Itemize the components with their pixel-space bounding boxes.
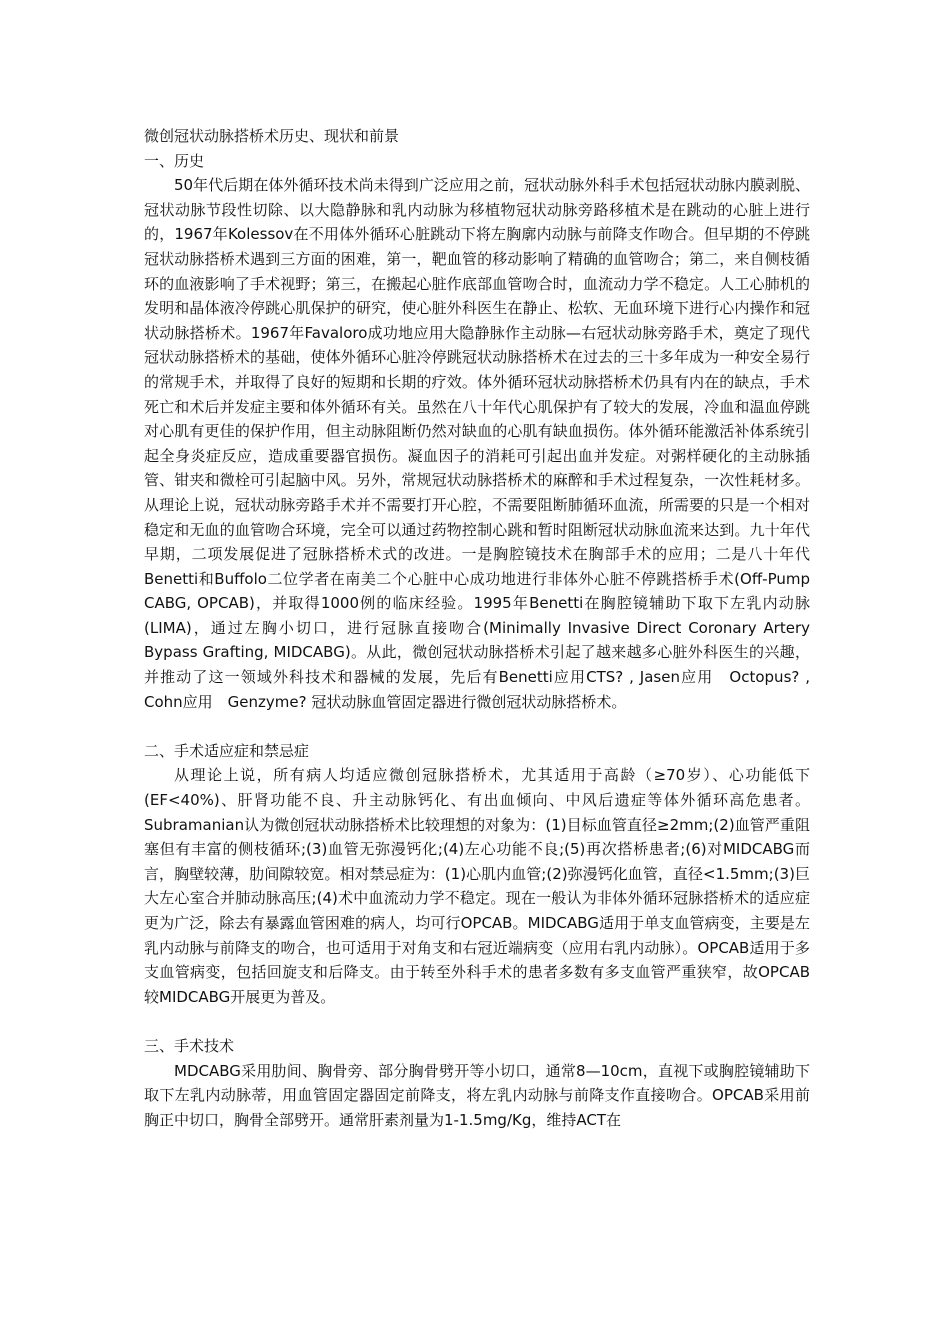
document-page — [144, 124, 810, 1132]
section-heading-technique: 三、手术技术 — [144, 1036, 235, 1055]
section-heading-indications: 二、手术适应症和禁忌症 — [144, 741, 310, 760]
document-title: 微创冠状动脉搭桥术历史、现状和前景 — [144, 127, 400, 145]
section-heading-history: 一、历史 — [144, 151, 205, 170]
section-spacer — [144, 714, 810, 739]
section-paragraph-technique: MDCABG采用肋间、胸骨旁、部分胸骨劈开等小切口，通常8—10cm，直视下或胸腔镜辅助下取下左乳内动脉蒂，用血管固定器固定前降支，将左乳内动脉与前降支作直接吻合。OPCAB采用前胸正中切口，胸骨全部劈开。通常肝素剂量为1-1.5mg/Kg，维持ACT在 — [144, 1061, 810, 1129]
section-paragraph-history: 50年代后期在体外循环技术尚未得到广泛应用之前，冠状动脉外科手术包括冠状动脉内膜剥脱、冠状动脉节段性切除、以大隐静脉和乳内动脉为移植物冠状动脉旁路移植术是在跳动的心脏上进行的，1967年Kolessov在不用体外循环心脏跳动下将左胸廓内动脉与前降支作吻合。但早期的不停跳冠状动脉搭桥术遇到三方面的困难，第一，靶血管的移动影响了精确的血管吻合；第二，来自侧枝循环的血液影响了手术视野；第三，在搬起心脏作底部血管吻合时，血流动力学不稳定。人工心肺机的发明和晶体液冷停跳心肌保护的研究，使心脏外科医生在静止、松软、无血环境下进行心内操作和冠状动脉搭桥术。1967年Favaloro成功地应用大隐静脉作主动脉—右冠状动脉旁路手术，奠定了现代冠状动脉搭桥术的基础，使体外循环心脏冷停跳冠状动脉搭桥术在过去的三十多年成为一种安全易行的常规手术，并取得了良好的短期和长期的疗效。体外循环冠状动脉搭桥术仍具有内在的缺点，手术死亡和术后并发症主要和体外循环有关。虽然在八十年代心肌保护有了较大的发展，冷血和温血停跳对心肌有更佳的保护作用，但主动脉阻断仍然对缺血的心肌有缺血损伤。体外循环能激活补体系统引起全身炎症反应，造成重要器官损伤。凝血因子的消耗可引起出血并发症。对粥样硬化的主动脉插管、钳夹和微栓可引起脑中风。另外，常规冠状动脉搭桥术的麻醉和手术过程复杂，一次性耗材多。从理论上说，冠状动脉旁路手术并不需要打开心腔，不需要阻断肺循环血流，所需要的只是一个相对稳定和无血的血管吻合环境，完全可以通过药物控制心跳和暂时阻断冠状动脉血流来达到。九十年代早期，二项发展促进了冠脉搭桥术式的改进。一是胸腔镜技术在胸部手术的应用；二是八十年代Benetti和Buffolo二位学者在南美二个心脏中心成功地进行非体外心脏不停跳搭桥手术(Off-Pump CABG, OPCAB)，并取得1000例的临床经验。1995年Benetti在胸腔镜辅助下取下左乳内动脉(LIMA)，通过左胸小切口，进行冠脉直接吻合(Minimally Invasive Direct Coronary Artery Bypass Grafting, MIDCABG)。从此，微创冠状动脉搭桥术引起了越来越多心脏外科医生的兴趣，并推动了这一领域外科技术和器械的发展，先后有Benetti应用CTS? , Jasen应用 Octopus? , Cohn应用 Genzyme? 冠状动脉血管固定器进行微创冠状动脉搭桥术。 — [144, 176, 810, 711]
section-spacer — [144, 1009, 810, 1034]
section-paragraph-indications: 从理论上说，所有病人均适应微创冠脉搭桥术，尤其适用于高龄（≥70岁）、心功能低下(EF<40%)、肝肾功能不良、升主动脉钙化、有出血倾向、中风后遗症等体外循环高危患者。Subramanian认为微创冠状动脉搭桥术比较理想的对象为：(1)目标血管直径≥2mm;(2)血管严重阻塞但有丰富的侧枝循环;(3)血管无弥漫钙化;(4)左心功能不良;(5)再次搭桥患者;(6)对MIDCABG而言，胸壁较薄，肋间隙较宽。相对禁忌症为：(1)心肌内血管;(2)弥漫钙化血管，直径<1.5mm;(3)巨大左心室合并肺动脉高压;(4)术中血流动力学不稳定。现在一般认为非体外循环冠脉搭桥术的适应症更为广泛，除去有暴露血管困难的病人，均可行OPCAB。MIDCABG适用于单支血管病变，主要是左乳内动脉与前降支的吻合，也可适用于对角支和右冠近端病变（应用右乳内动脉）。OPCAB适用于多支血管病变，包括回旋支和后降支。由于转至外科手术的患者多数有多支血管严重狭窄，故OPCAB较MIDCABG开展更为普及。 — [144, 766, 810, 1006]
